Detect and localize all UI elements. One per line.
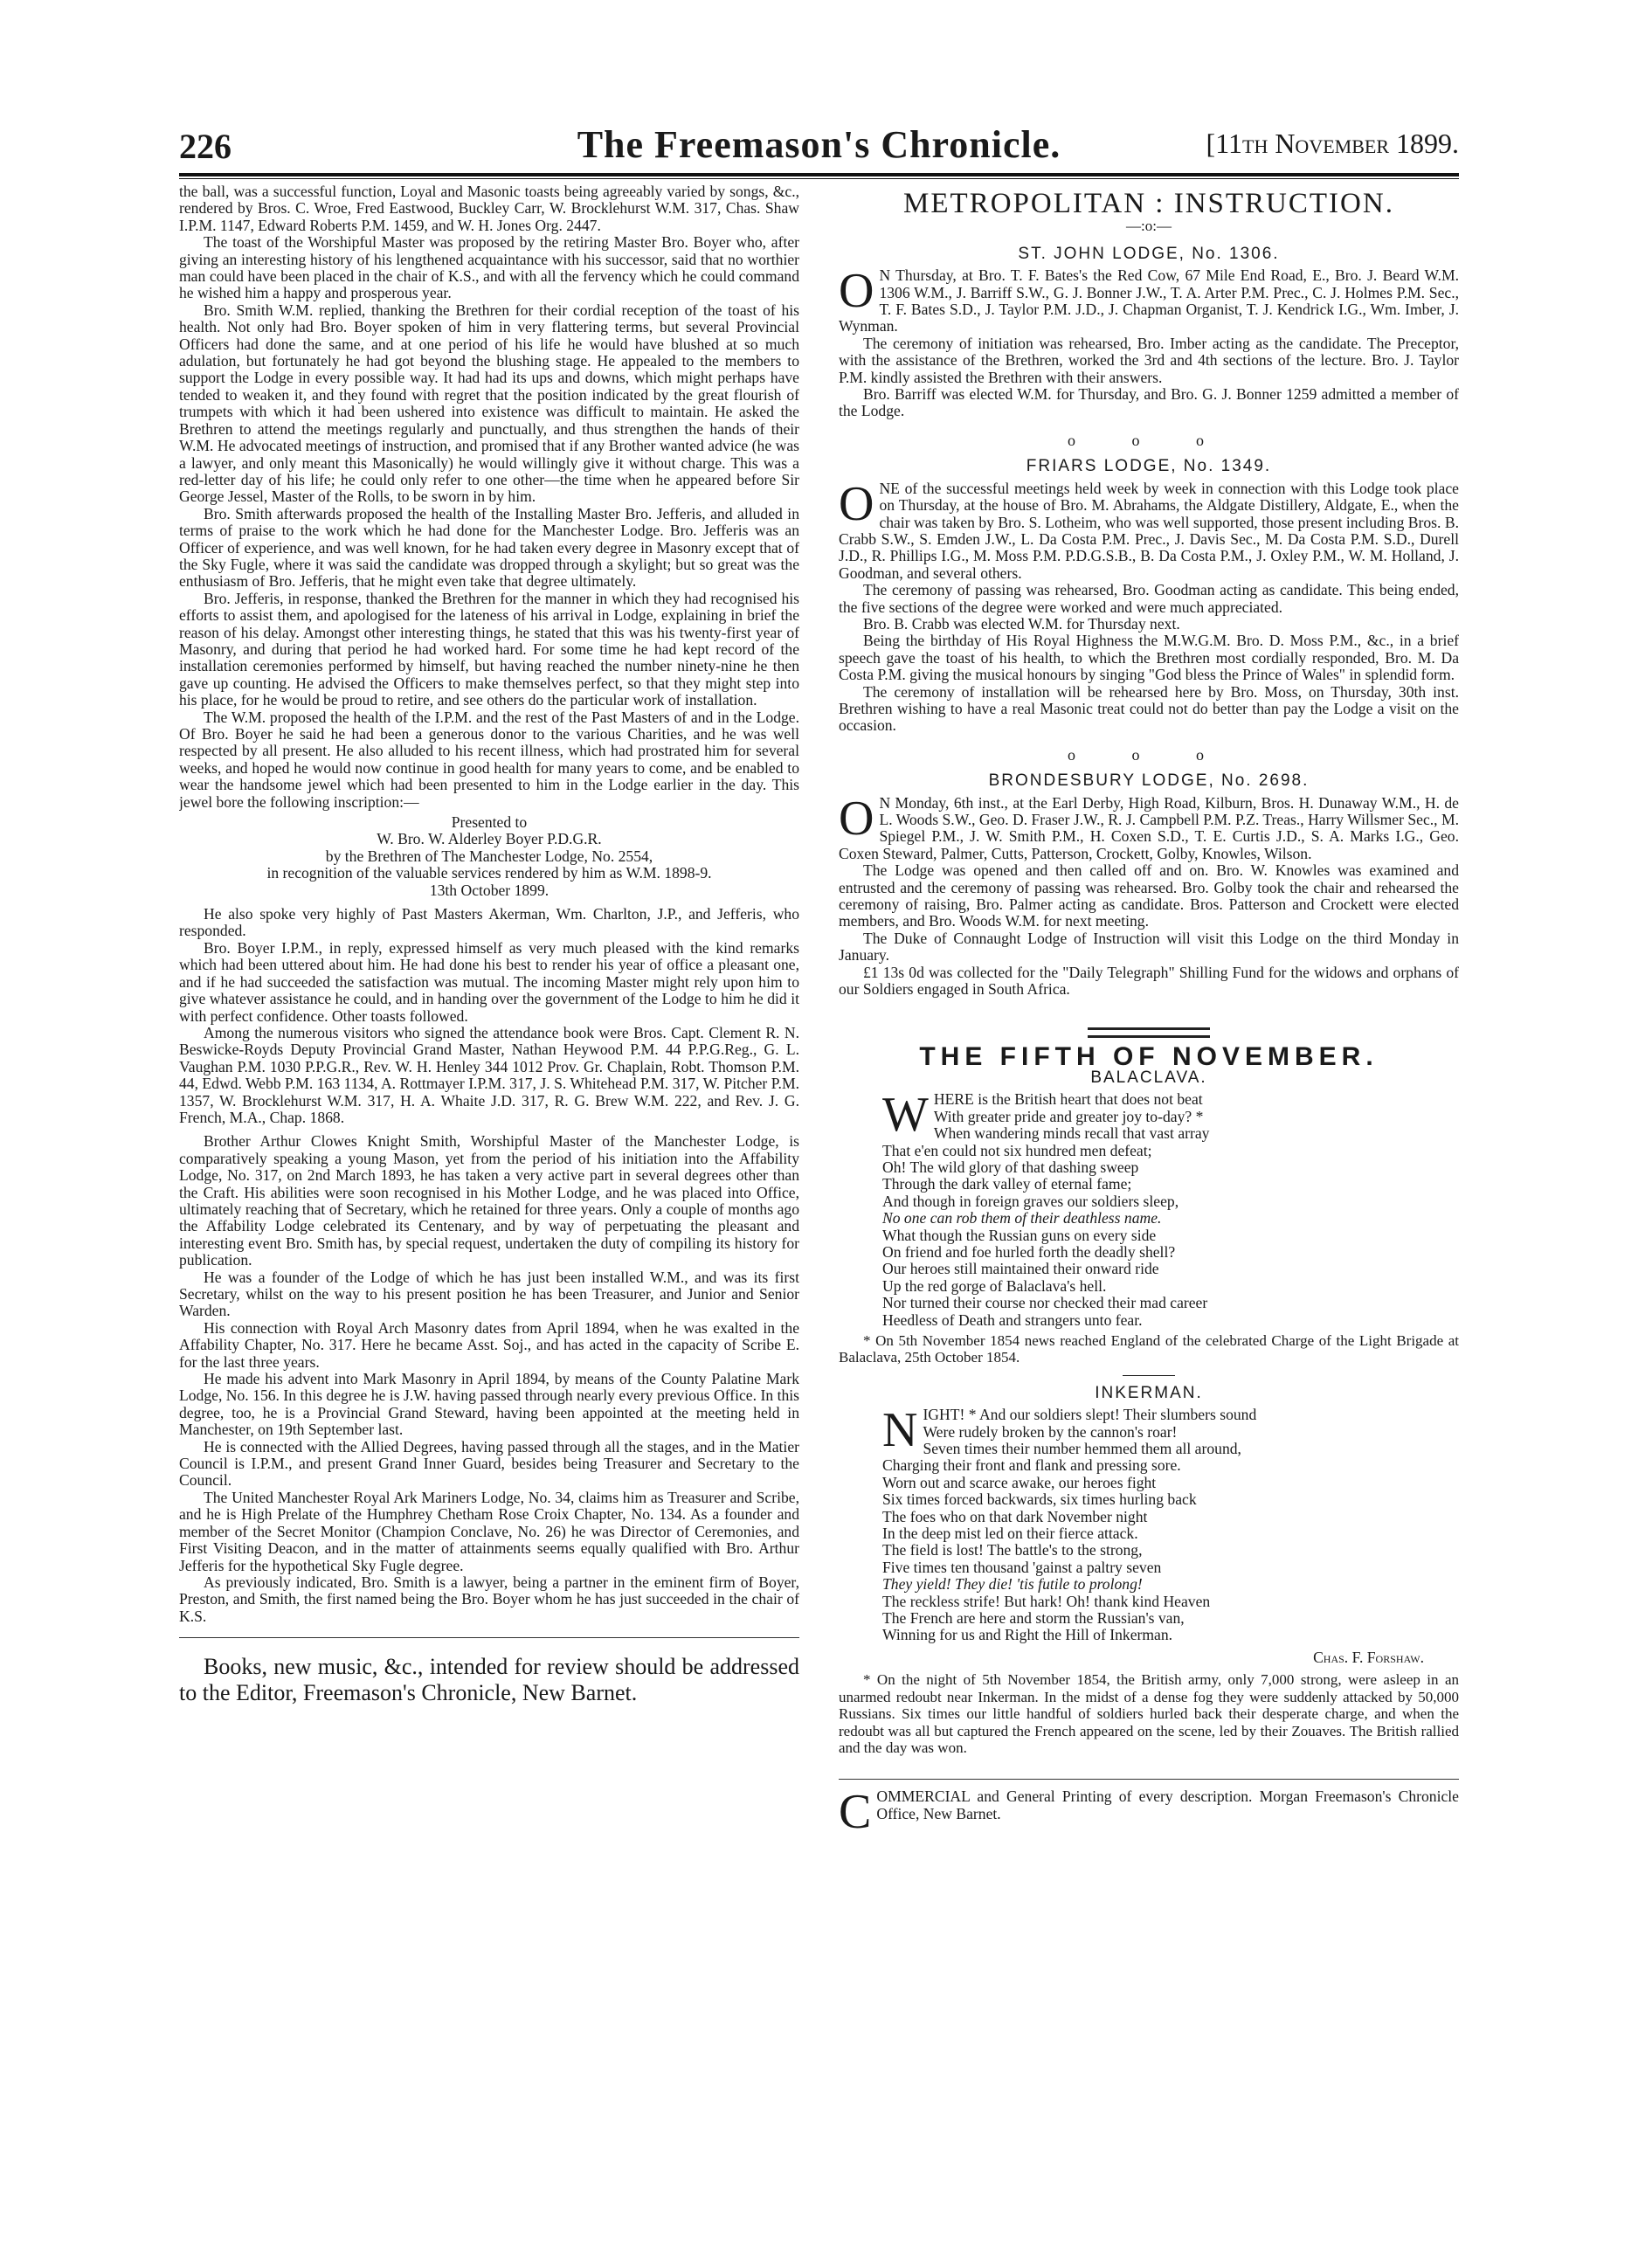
- jewel-inscription: [179, 814, 799, 899]
- poem-line: With greater pride and greater joy to-day? *: [933, 1107, 1204, 1125]
- drop-cap: O: [839, 476, 874, 531]
- inscription-line: 13th October 1899.: [429, 881, 550, 899]
- lodge-paragraph: £1 13s 0d was collected for the "Daily Telegraph" Shilling Fund for the widows and orphans of our Soldiers engaged in South Africa.: [839, 963, 1459, 999]
- short-rule: [1123, 1375, 1175, 1376]
- article-paragraph: Bro. Jefferis, in response, thanked the Brethren for the manner in which they had recognised his efforts to assist them, and apologised for the lateness of his arrival in Lodge, explaining in brief the reason of his delay. Amongst other interesting things, he stated that this was his twenty-first year of Masonry, and during that period he had worked hard. For some time he had kept record of the installation ceremonies performed by himself, but having reached the number ninety-nine he then gave up counting. He advised the Officers to make themselves perfect, so that they might step into his place, for he would be proud to retire, and see others do the particular work of installation.: [179, 589, 799, 709]
- lodge-title: BRONDESBURY LODGE, No. 2698.: [988, 771, 1310, 791]
- poem-line: Winning for us and Right the Hill of Inkerman.: [882, 1626, 1173, 1644]
- section-title: METROPOLITAN : INSTRUCTION.: [903, 188, 1394, 219]
- poem-line: Six times forced backwards, six times hurling back: [882, 1490, 1197, 1509]
- lodge-paragraph: The ceremony of installation will be rehearsed here by Bro. Moss, on Thursday, 30th inst. Brethren wishing to have a real Masonic treat could not do better than pay the Lodge a visit on the occasion.: [839, 682, 1459, 735]
- lodge-title: FRIARS LODGE, No. 1349.: [1026, 457, 1272, 476]
- poem-line: Five times ten thousand 'gainst a paltry seven: [882, 1558, 1162, 1576]
- separator: o o o: [1068, 745, 1230, 764]
- article-paragraph: the ball, was a successful function, Loyal and Masonic toasts being agreeably varied by songs, &c., rendered by Bros. C. Wroe, Fred Eastwood, Buckley Carr, W. Brocklehurst W.M. 317, Chas. Shaw I.P.M. 1147, Edward Roberts P.M. 1459, and W. H. Jones Org. 2447.: [179, 183, 799, 234]
- poem-title: INKERMAN.: [1095, 1383, 1203, 1402]
- column-rule: [179, 1637, 799, 1638]
- lodge-paragraph: The ceremony of passing was rehearsed, Bro. Goodman acting as candidate. This being ended, the five sections of the degree were worked and were much appreciated.: [839, 581, 1459, 616]
- poem-line: In the deep mist led on their fierce attack.: [882, 1525, 1138, 1543]
- poem-section-title: THE FIFTH OF NOVEMBER.: [919, 1042, 1379, 1072]
- article-paragraph: Brother Arthur Clowes Knight Smith, Worshipful Master of the Manchester Lodge, is comparatively speaking a young Mason, yet from the period of his initiation into the Affability Lodge, No. 317, on 2nd March 1893, he has taken a very active part in several degrees other than the Craft. His abilities were soon recognised in his Mother Lodge, and he was placed into Office, ultimately reaching that of Secretary, which he retained for three years. Only a couple of months ago the Affability Lodge celebrated its Centenary, and by way of perpetuating the pleasant and interesting event Bro. Smith has, by special request, undertaken the duty of compiling its history for publication.: [179, 1132, 799, 1269]
- article-paragraph: The toast of the Worshipful Master was proposed by the retiring Master Bro. Boyer who, after giving an interesting history of his lengthened acquaintance with his successor, said that no worthier man could have been placed in the chair of K.S., and with all the fervency which he could command he wished him a happy and prosperous year.: [179, 233, 799, 302]
- poem-line: That e'en could not six hundred men defeat;: [882, 1141, 1152, 1159]
- drop-cap: O: [839, 791, 874, 846]
- lodge-paragraph: The Lodge was opened and then called off and on. Bro. W. Knowles was examined and entrusted and the ceremony of passing was rehearsed. Bro. Golby took the chair and rehearsed the ceremony of raising, Bro. Palmer acting as candidate. Bros. Patterson and Crockett were elected members, and Bro. Woods W.M. for next meeting.: [839, 861, 1459, 930]
- poem-line: Through the dark valley of eternal fame;: [882, 1175, 1132, 1193]
- left-column: [179, 183, 799, 2193]
- printing-advert: [839, 1785, 1459, 1840]
- poem-line-text: IGHT! * And our soldiers slept! Their slumbers sound: [923, 1406, 1257, 1424]
- poem-line: The foes who on that dark November night: [882, 1507, 1148, 1525]
- poem-line: What though the Russian guns on every side: [882, 1226, 1157, 1244]
- poem-signature: Chas. F. Forshaw.: [1313, 1648, 1424, 1666]
- inscription-line: W. Bro. W. Alderley Boyer P.D.G.R.: [377, 830, 602, 848]
- lodge-title: ST. JOHN LODGE, No. 1306.: [1018, 244, 1280, 263]
- lodge-paragraph: Bro. Barriff was elected W.M. for Thursday, and Bro. G. J. Bonner 1259 admitted a member of the Lodge.: [839, 385, 1459, 420]
- poem-title: BALACLAVA.: [1090, 1068, 1207, 1087]
- right-column: [839, 183, 1459, 2193]
- editor-note: Books, new music, &c., intended for review should be addressed to the Editor, Freemason's Chronicle, New Barnet.: [179, 1654, 799, 1706]
- article-paragraph: Among the numerous visitors who signed the attendance book were Bros. Capt. Clement R. N. Beswicke-Royds Deputy Provincial Grand Master, Nathan Heywood P.M. 44 P.P.G.Reg., G. L. Vaughan P.M. 1030 P.P.G.R., Rev. W. H. Henley 344 1012 Prov. Gr. Chaplain, Robt. Thomson P.M. 44, Edwd. Webb P.M. 163 1134, A. Rottmayer I.P.M. 317, J. S. Whitehead P.M. 317, W. Pitcher P.M. 1357, W. Brocklehurst W.M. 317, H. A. Whaite J.D. 317, R. G. Brew W.M. 222, and Rev. J. G. French, M.A., Chap. 1868.: [179, 1023, 799, 1126]
- article-paragraph: Bro. Smith W.M. replied, thanking the Brethren for their cordial reception of the toast of his health. Not only had Bro. Boyer spoken of him in very flattering terms, but several Provincial Officers had done the same, and at one period of his life he would have blushed at so much adulation, but fortunately he had got beyond the blushing stage. He appealed to the members to support the Lodge in every possible way. It had had its ups and downs, which might perhaps have tended to weaken it, and they found with regret that the position indicated by the great flourish of trumpets with which it had been ushered into existence was difficult to maintain. He asked the Brethren to attend the meetings regularly and punctually, and thus strengthen the hands of their W.M. He advocated meetings of instruction, and promised that if any Brother wanted advice (he was a lawyer, and only meant this Masonically) he would willingly give it without charge. This was a red-letter day of his life; he could only refer to one other—the time when he appeared before Sir George Jessel, Master of the Rolls, to be sworn in by him.: [179, 301, 799, 506]
- lodge-report: [839, 791, 1459, 863]
- lodge-paragraph: Bro. B. Crabb was elected W.M. for Thursday next.: [863, 614, 1180, 633]
- masthead-rule: [179, 173, 1459, 179]
- page-number: 226: [179, 127, 232, 166]
- paper-title: The Freemason's Chronicle.: [577, 123, 1061, 166]
- footnote: * On 5th November 1854 news reached England of the celebrated Charge of the Light Brigade at Balaclava, 25th October 1854.: [839, 1331, 1459, 1366]
- article-paragraph: He was a founder of the Lodge of which he has just been installed W.M., and was its first Secretary, whilst on the way to his present position he has been Treasurer, and Junior and Senior Warden.: [179, 1268, 799, 1320]
- lodge-report: [839, 476, 1459, 582]
- double-rule: [1088, 1027, 1210, 1038]
- inscription-line: Presented to: [451, 813, 528, 832]
- issue-date: [11th November 1899.: [1206, 128, 1459, 159]
- poem-line: The field is lost! The battle's to the strong,: [882, 1541, 1143, 1559]
- drop-cap: W: [882, 1088, 929, 1143]
- poem-inkerman: [882, 1403, 1459, 1644]
- separator: o o o: [1068, 431, 1230, 449]
- poem-line: Oh! The wild glory of that dashing sweep: [882, 1158, 1139, 1176]
- footnote: * On the night of 5th November 1854, the British army, only 7,000 strong, were asleep in an unarmed redoubt near Inkerman. In the midst of a dense fog they were suddenly attacked by 50,000 Russians. Six times our little handful of soldiers hurled back their desperate charge, and when the redoubt was all but captured the French appeared on the scene, led by their Zouaves. The British rallied and the day was won.: [839, 1671, 1459, 1756]
- column-rule: [839, 1779, 1459, 1780]
- poem-line: The reckless strife! But hark! Oh! thank kind Heaven: [882, 1592, 1211, 1610]
- poem-line: Worn out and scarce awake, our heroes fight: [882, 1473, 1157, 1491]
- poem-line: They yield! They die! 'tis futile to prolong!: [882, 1575, 1143, 1594]
- poem-line: Nor turned their course nor checked their mad career: [882, 1294, 1208, 1312]
- drop-cap: C: [839, 1785, 872, 1840]
- poem-line: Charging their front and flank and pressing sore.: [882, 1456, 1181, 1475]
- poem-line: Heedless of Death and strangers unto fear.: [882, 1310, 1143, 1329]
- drop-cap: O: [839, 264, 874, 319]
- poem-line: The French are here and storm the Russian's van,: [882, 1609, 1185, 1628]
- article-paragraph: Bro. Smith afterwards proposed the health of the Installing Master Bro. Jefferis, and alluded in terms of praise to the work which he had done for the Manchester Lodge. Bro. Jefferis was an Officer of experience, and was well known, for he had taken every degree in Masonry except that of the Sky Fugle, where it was said the candidate was dropped through a skylight; but so great was the enthusiasm of Bro. Jefferis, that he might even take that degree ultimately.: [179, 504, 799, 591]
- poem-line: When wandering minds recall that vast array: [933, 1124, 1210, 1143]
- article-paragraph: Bro. Boyer I.P.M., in reply, expressed himself as very much pleased with the kind remarks which had been uttered about him. He had done his best to render his year of office a pleasant one, and if he had succeeded the satisfaction was mutual. The incoming Master might rely upon him to give whatever assistance he could, and in handing over the government of the Lodge to him he did it with perfect confidence. Other toasts followed.: [179, 938, 799, 1025]
- article-paragraph: He made his advent into Mark Masonry in April 1894, by means of the County Palatine Mark Lodge, No. 156. In this degree he is J.W. having passed through nearly every previous Office. In this degree, too, he is a Provincial Grand Steward, having been appointed at the meeting held in Manchester, on 19th September last.: [179, 1370, 799, 1439]
- lodge-first-paragraph: NE of the successful meetings held week by week in connection with this Lodge took place on Thursday, at the house of Bro. M. Abrahams, the Aldgate Distillery, Aldgate, E., when the chair was taken by Bro. S. Lotheim, who was well supported, those present including Bros. B. Crabb S.W., S. Emden J.W., L. Da Costa P.M. Prec., J. Davis Sec., M. Da Costa P.M. S.D., Durell J.D., R. Phillips I.G., M. Moss P.M. P.D.G.S.B., B. Da Costa P.M., J. Oxley P.M., W. M. Holland, J. Goodman, and several others.: [839, 479, 1459, 582]
- poem-line: Up the red gorge of Balaclava's hell.: [882, 1276, 1107, 1295]
- poem-line: No one can rob them of their deathless name.: [882, 1209, 1162, 1227]
- article-paragraph: His connection with Royal Arch Masonry dates from April 1894, when he was exalted in the Affability Chapter, No. 317. Here he became Asst. Soj., and has acted in the capacity of Scribe E. for the last three years.: [179, 1318, 799, 1371]
- lodge-report: [839, 264, 1459, 335]
- poem-line: Were rudely broken by the cannon's roar!: [923, 1422, 1178, 1441]
- poem-line: Seven times their number hemmed them all around,: [923, 1440, 1241, 1457]
- article-paragraph: He also spoke very highly of Past Masters Akerman, Wm. Charlton, J.P., and Jefferis, who responded.: [179, 905, 799, 940]
- poem-line-text: HERE is the British heart that does not beat: [933, 1090, 1203, 1109]
- inscription-line: by the Brethren of The Manchester Lodge, No. 2554,: [325, 847, 653, 865]
- lodge-paragraph: The Duke of Connaught Lodge of Instruction will visit this Lodge on the third Monday in January.: [839, 929, 1459, 965]
- masthead: [179, 122, 1459, 175]
- lodge-first-paragraph: N Thursday, at Bro. T. F. Bates's the Red Cow, 67 Mile End Road, E., Bro. J. Beard W.M. 1306 W.M., J. Barriff S.W., G. J. Bonner J.W., T. A. Arter P.M. Prec., C. J. Holmes P.M. Sec., T. F. Bates S.D., J. Taylor P.M. J.D., J. Chapman Organist, T. J. Kendrick I.G., Wm. Imber, J. Wynman.: [839, 266, 1459, 335]
- poem-line: On friend and foe hurled forth the deadly shell?: [882, 1242, 1176, 1261]
- poem-balaclava: [882, 1088, 1459, 1329]
- article-paragraph: He is connected with the Allied Degrees, having passed through all the stages, and in the Matier Council is I.P.M., and present Grand Inner Guard, besides being Treasurer and Secretary to the Council.: [179, 1437, 799, 1490]
- lodge-first-paragraph: N Monday, 6th inst., at the Earl Derby, High Road, Kilburn, Bros. H. Dunaway W.M., H. de L. Woods S.W., Geo. D. Fraser J.W., R. J. Campbell P.M. P.Z. Treas., Harry Willsmer Sec., M. Spiegel P.M., J. W. Smith P.M., H. Coxen S.D., T. E. Curtis J.D., S. A. Marks I.G., Geo. Coxen Steward, Palmer, Cutts, Patterson, Crockett, Golby, Knowles, Wilson.: [839, 793, 1459, 862]
- article-paragraph: The W.M. proposed the health of the I.P.M. and the rest of the Past Masters of and in the Lodge. Of Bro. Boyer he said he had been a generous donor to the various Charities, and he was well respected by all present. He also alluded to his recent illness, which had prostrated him for several weeks, and hoped he would now continue in good health for many years to come, and be enabled to wear the handsome jewel which had been presented to him in the Lodge earlier in the day. This jewel bore the following inscription:—: [179, 708, 799, 811]
- poem-line: And though in foreign graves our soldiers sleep,: [882, 1192, 1179, 1210]
- lodge-paragraph: Being the birthday of His Royal Highness the M.W.G.M. Bro. D. Moss P.M., &c., in a brief speech gave the toast of his health, to which the Brethren most cordially responded, Bro. M. Da Costa P.M. giving the musical honours by singing "God bless the Prince of Wales" in splendid form.: [839, 632, 1459, 684]
- ornament: —:o:—: [1126, 218, 1172, 235]
- inscription-line: in recognition of the valuable services rendered by him as W.M. 1898-9.: [266, 864, 712, 882]
- article-paragraph: As previously indicated, Bro. Smith is a lawyer, being a partner in the eminent firm of Boyer, Preston, and Smith, the first named being the Bro. Boyer whom he has just succeeded in the chair of K.S.: [179, 1573, 799, 1625]
- poem-line: Our heroes still maintained their onward ride: [882, 1260, 1159, 1278]
- drop-cap: N: [882, 1403, 918, 1458]
- article-paragraph: The United Manchester Royal Ark Mariners Lodge, No. 34, claims him as Treasurer and Scribe, and he is High Prelate of the Humphrey Chetham Rose Croix Chapter, No. 134. As a founder and member of the Secret Monitor (Champion Conclave, No. 26) he was Director of Ceremonies, and First Visiting Deacon, and in the matter of attainments seems equally qualified with Bro. Arthur Jefferis for the hypothetical Sky Fugle degree.: [179, 1488, 799, 1574]
- printing-advert-text: OMMERCIAL and General Printing of every description. Morgan Freemason's Chronicle Office, New Barnet.: [876, 1787, 1459, 1822]
- lodge-paragraph: The ceremony of initiation was rehearsed, Bro. Imber acting as the candidate. The Preceptor, with the assistance of the Brethren, worked the 3rd and 4th sections of the lecture. Bro. J. Taylor P.M. kindly assisted the Brethren with their answers.: [839, 334, 1459, 386]
